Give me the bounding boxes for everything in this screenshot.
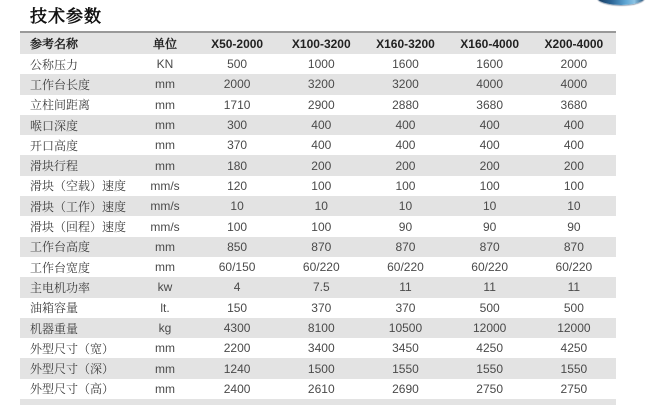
value-cell: 100 bbox=[311, 178, 332, 193]
unit-cell: mm bbox=[155, 97, 175, 112]
value-cell: 400 bbox=[479, 118, 500, 133]
value-cell: 870 bbox=[563, 239, 584, 254]
value-cell: 11 bbox=[483, 280, 496, 295]
value-cell: 100 bbox=[479, 178, 500, 193]
value-cell: 4000 bbox=[560, 77, 588, 92]
table-row bbox=[20, 155, 616, 175]
param-name-cell: 喉口深度 bbox=[30, 118, 79, 133]
value-cell: 3200 bbox=[307, 77, 335, 92]
param-name-cell: 公称压力 bbox=[30, 57, 79, 72]
value-cell: 870 bbox=[311, 239, 332, 254]
table-row bbox=[20, 298, 616, 318]
value-cell: 370 bbox=[227, 138, 248, 153]
param-name-cell: 立柱间距离 bbox=[30, 98, 91, 113]
param-name-cell: 开口高度 bbox=[30, 138, 79, 153]
value-cell: 200 bbox=[395, 158, 416, 173]
table-header bbox=[20, 32, 616, 54]
value-cell: 100 bbox=[395, 178, 416, 193]
value-cell: 100 bbox=[311, 219, 332, 234]
unit-cell: mm/s bbox=[150, 219, 180, 234]
value-cell: 400 bbox=[479, 138, 500, 153]
value-cell: 120 bbox=[227, 178, 248, 193]
table-row bbox=[20, 358, 616, 378]
value-cell: 100 bbox=[563, 178, 584, 193]
footer-spacer bbox=[20, 399, 616, 405]
value-cell: 10 bbox=[314, 199, 328, 214]
value-cell: 4250 bbox=[560, 341, 588, 356]
unit-cell: mm bbox=[155, 260, 175, 275]
value-cell: 90 bbox=[482, 219, 497, 234]
value-cell: 10500 bbox=[388, 321, 423, 335]
value-cell: 3680 bbox=[560, 97, 588, 112]
table-row bbox=[20, 277, 616, 297]
value-cell: 370 bbox=[395, 300, 416, 315]
value-cell: 12000 bbox=[472, 321, 507, 335]
value-cell: 60/220 bbox=[302, 260, 340, 275]
param-name-cell: 滑块（空载）速度 bbox=[30, 179, 127, 194]
value-cell: 1240 bbox=[223, 361, 251, 376]
value-cell: 500 bbox=[479, 300, 500, 315]
value-cell: 10 bbox=[482, 199, 497, 214]
value-cell: 1000 bbox=[307, 57, 335, 72]
table-footer-row bbox=[20, 399, 616, 405]
column-header-model-4: X160-4000 bbox=[448, 32, 532, 54]
value-cell: 60/220 bbox=[387, 260, 424, 275]
value-cell: 400 bbox=[563, 138, 584, 153]
value-cell: 4250 bbox=[476, 341, 503, 356]
unit-cell: lt. bbox=[160, 300, 170, 315]
unit-cell: mm bbox=[155, 158, 175, 173]
unit-cell: mm bbox=[155, 341, 175, 356]
value-cell: 150 bbox=[227, 300, 248, 315]
value-cell: 2900 bbox=[307, 97, 335, 112]
value-cell: 11 bbox=[567, 280, 581, 295]
param-name-cell: 机器重量 bbox=[30, 321, 79, 336]
value-cell: 200 bbox=[311, 158, 332, 173]
value-cell: 180 bbox=[227, 158, 248, 173]
column-header-model-2: X100-3200 bbox=[279, 32, 363, 54]
value-cell: 2610 bbox=[307, 381, 335, 396]
table-row bbox=[20, 74, 616, 94]
value-cell: 3450 bbox=[392, 341, 419, 356]
table-row bbox=[20, 54, 616, 74]
value-cell: 2750 bbox=[560, 381, 588, 396]
unit-cell: mm bbox=[155, 239, 175, 254]
value-cell: 90 bbox=[567, 219, 581, 234]
value-cell: 60/220 bbox=[555, 260, 593, 275]
value-cell: 2880 bbox=[392, 97, 419, 112]
value-cell: 370 bbox=[311, 300, 332, 315]
table-row bbox=[20, 318, 616, 338]
table-row bbox=[20, 115, 616, 135]
unit-cell: mm bbox=[155, 118, 175, 133]
logo-icon bbox=[597, 0, 645, 5]
column-header-unit: 单位 bbox=[135, 32, 195, 54]
unit-cell: mm/s bbox=[150, 178, 180, 193]
param-name-cell: 外型尺寸（宽） bbox=[30, 341, 115, 356]
unit-cell: mm bbox=[155, 77, 175, 92]
value-cell: 10 bbox=[230, 199, 244, 214]
value-cell: 400 bbox=[395, 118, 416, 133]
table-row bbox=[20, 237, 616, 257]
param-name-cell: 工作台高度 bbox=[30, 240, 91, 255]
value-cell: 2000 bbox=[560, 57, 588, 72]
value-cell: 3400 bbox=[307, 341, 335, 356]
table-row bbox=[20, 176, 616, 196]
value-cell: 2690 bbox=[392, 381, 419, 396]
value-cell: 2200 bbox=[223, 341, 251, 356]
param-name-cell: 滑块（回程）速度 bbox=[30, 220, 127, 235]
spec-table bbox=[20, 31, 616, 405]
column-header-model-1: X50-2000 bbox=[195, 32, 279, 54]
unit-cell: mm bbox=[155, 381, 175, 396]
column-header-param-name: 参考名称 bbox=[20, 32, 135, 54]
value-cell: 1550 bbox=[392, 361, 419, 376]
value-cell: 200 bbox=[563, 158, 584, 173]
value-cell: 1500 bbox=[307, 361, 335, 376]
param-name-cell: 滑块（工作）速度 bbox=[30, 199, 127, 214]
value-cell: 1550 bbox=[476, 361, 503, 376]
value-cell: 90 bbox=[398, 219, 413, 234]
page-title: 技术参数 bbox=[30, 7, 102, 26]
value-cell: 11 bbox=[399, 280, 412, 295]
value-cell: 10 bbox=[398, 199, 413, 214]
value-cell: 1600 bbox=[392, 57, 419, 72]
param-name-cell: 外型尺寸（高） bbox=[30, 382, 115, 397]
value-cell: 8100 bbox=[307, 321, 335, 335]
value-cell: 4000 bbox=[476, 77, 503, 92]
unit-cell: KN bbox=[156, 57, 174, 72]
value-cell: 2000 bbox=[223, 77, 251, 92]
value-cell: 1710 bbox=[223, 97, 251, 112]
param-name-cell: 滑块行程 bbox=[30, 159, 79, 174]
value-cell: 3200 bbox=[392, 77, 419, 92]
value-cell: 200 bbox=[479, 158, 500, 173]
table-row bbox=[20, 95, 616, 115]
value-cell: 4300 bbox=[223, 321, 251, 335]
unit-cell: mm/s bbox=[150, 199, 180, 214]
param-name-cell: 油箱容量 bbox=[30, 301, 79, 316]
value-cell: 60/150 bbox=[218, 260, 256, 275]
param-name-cell: 工作台长度 bbox=[30, 77, 91, 92]
value-cell: 400 bbox=[563, 118, 584, 133]
table-row bbox=[20, 216, 616, 236]
value-cell: 400 bbox=[395, 138, 416, 153]
table-row bbox=[20, 257, 616, 277]
table-row bbox=[20, 135, 616, 155]
unit-cell: mm bbox=[155, 138, 175, 153]
value-cell: 12000 bbox=[557, 321, 591, 335]
unit-cell: kg bbox=[158, 321, 172, 335]
value-cell: 7.5 bbox=[312, 280, 330, 295]
value-cell: 500 bbox=[227, 57, 248, 72]
unit-cell: kw bbox=[157, 280, 173, 295]
param-name-cell: 外型尺寸（深） bbox=[30, 362, 115, 377]
value-cell: 300 bbox=[227, 118, 248, 133]
value-cell: 870 bbox=[479, 239, 500, 254]
value-cell: 100 bbox=[227, 219, 248, 234]
value-cell: 850 bbox=[227, 239, 248, 254]
column-header-model-3: X160-3200 bbox=[363, 32, 447, 54]
table-row bbox=[20, 196, 616, 216]
table-row bbox=[20, 379, 616, 399]
column-header-model-5: X200-4000 bbox=[532, 32, 616, 54]
value-cell: 3680 bbox=[476, 97, 503, 112]
value-cell: 4 bbox=[233, 280, 241, 295]
value-cell: 60/220 bbox=[471, 260, 508, 275]
table-body bbox=[20, 54, 616, 399]
param-name-cell: 工作台宽度 bbox=[30, 260, 91, 275]
value-cell: 2750 bbox=[476, 381, 503, 396]
value-cell: 400 bbox=[311, 118, 332, 133]
value-cell: 2400 bbox=[223, 381, 251, 396]
value-cell: 1600 bbox=[476, 57, 503, 72]
value-cell: 870 bbox=[395, 239, 416, 254]
header-row bbox=[20, 32, 616, 54]
value-cell: 1550 bbox=[560, 361, 588, 376]
unit-cell: mm bbox=[155, 361, 175, 376]
value-cell: 10 bbox=[567, 199, 581, 214]
table-row bbox=[20, 338, 616, 358]
value-cell: 500 bbox=[563, 300, 584, 315]
value-cell: 400 bbox=[311, 138, 332, 153]
param-name-cell: 主电机功率 bbox=[30, 280, 91, 295]
